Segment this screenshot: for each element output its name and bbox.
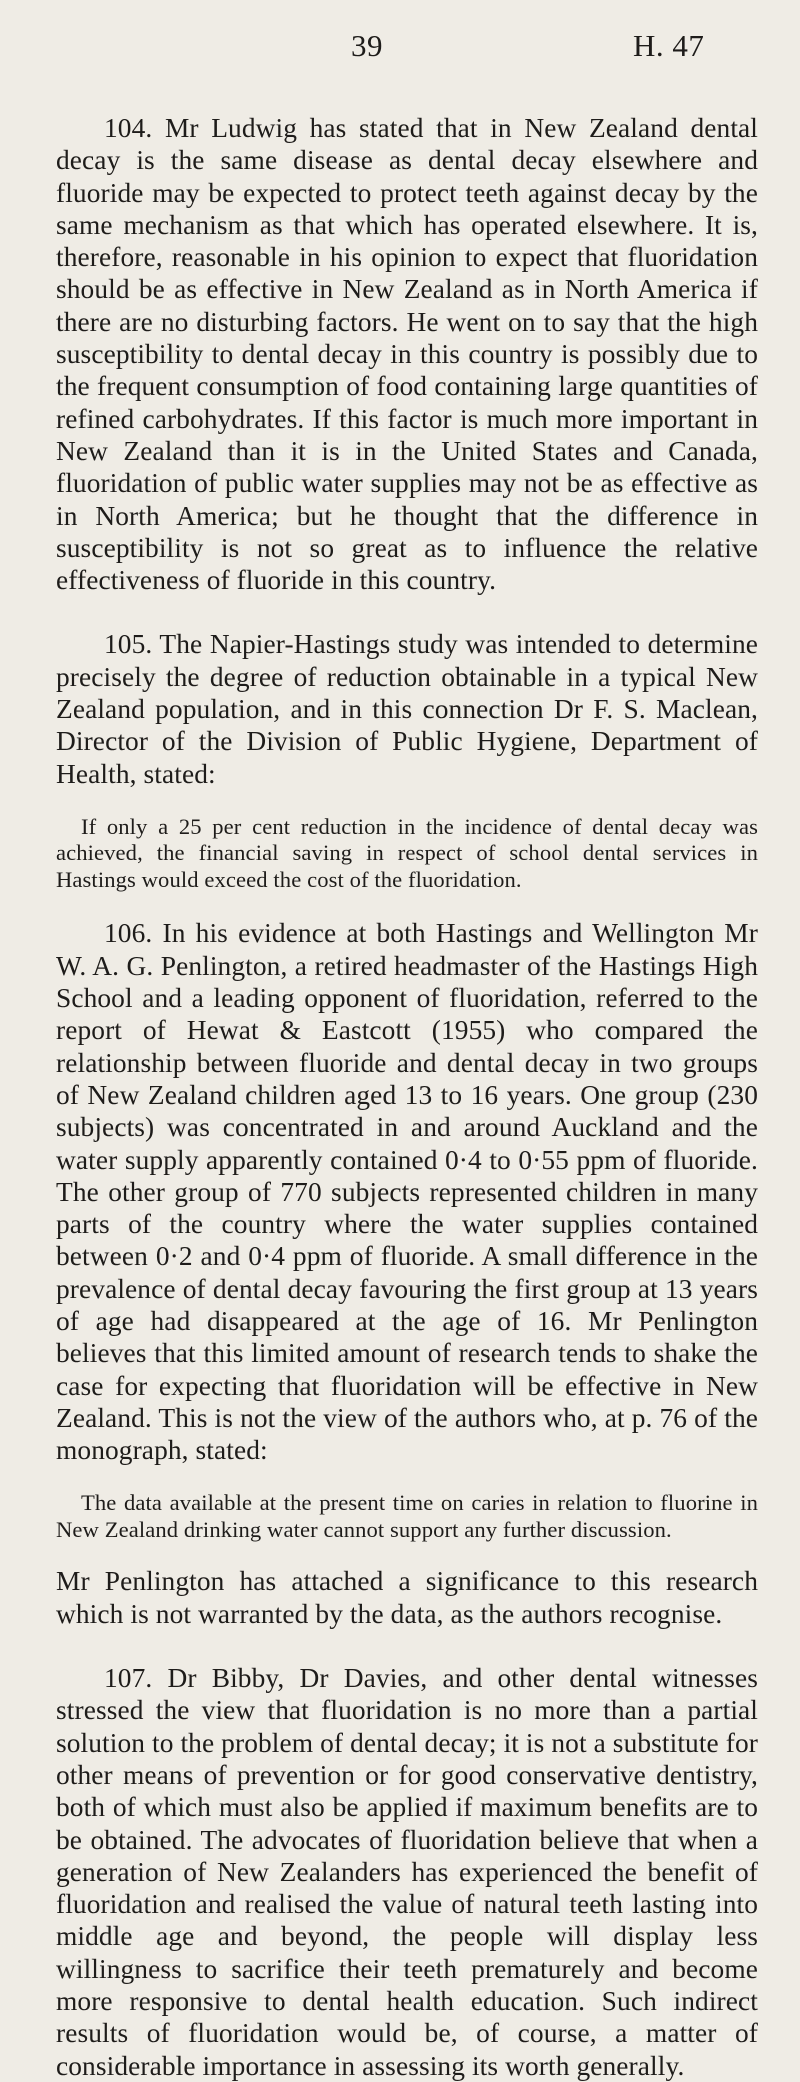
paragraph-penlington-comment: Mr Penlington has attached a significance to this research which is not warranted by the data, as the authors recognise. (56, 1566, 758, 1629)
body-text (56, 112, 758, 2082)
quotation-monograph: The data available at the present time on caries in relation to fluorine in New Zealand drinking water cannot support any further discussion. (56, 1490, 758, 1542)
page-header (0, 20, 800, 66)
page-number: 39 (351, 28, 383, 63)
paragraph-106: 106. In his evidence at both Hastings and Wellington Mr W. A. G. Penlington, a retired headmaster of the Hastings High School and a leading opponent of fluoridation, referred to the report of Hewat & Eastcott (1955) who compared the relationship between fluoride and dental decay in two groups of New Zealand children aged 13 to 16 years. One group (230 subjects) was concentrated in and around Auckland and the water supply apparently contained 0·4 to 0·55 ppm of fluoride. The other group of 770 subjects represented children in many parts of the country where the water supplies contained between 0·2 and 0·4 ppm of fluoride. A small difference in the prevalence of dental decay favouring the first group at 13 years of age had disappeared at the age of 16. Mr Penlington believes that this limited amount of research tends to shake the case for expecting that fluoridation will be effective in New Zealand. This is not the view of the authors who, at p. 76 of the monograph, stated: (56, 918, 758, 1466)
document-reference: H. 47 (633, 28, 705, 63)
paragraph-104: 104. Mr Ludwig has stated that in New Zealand dental decay is the same disease as dental decay elsewhere and fluoride may be expected to protect teeth against decay by the same mechanism as that which has operated elsewhere. It is, therefore, reasonable in his opinion to expect that fluoridation should be as effective in New Zealand as in North America if there are no disturbing factors. He went on to say that the high susceptibility to dental decay in this country is possibly due to the frequent consumption of food containing large quantities of refined carbohydrates. If this factor is much more important in New Zealand than it is in the United States and Canada, fluoridation of public water supplies may not be as effective as in North America; but he thought that the difference in susceptibility is not so great as to influence the relative effectiveness of fluoride in this country. (56, 113, 758, 596)
quotation-maclean: If only a 25 per cent reduction in the incidence of dental decay was achieved, the financial saving in respect of school dental services in Hastings would exceed the cost of the fluoridation. (56, 813, 758, 892)
paragraph-105: 105. The Napier-Hastings study was intended to determine precisely the degree of reduction obtainable in a typical New Zealand population, and in this connection Dr F. S. Maclean, Director of the Division of Public Hygiene, Department of Health, stated: (56, 629, 758, 789)
paragraph-107: 107. Dr Bibby, Dr Davies, and other dental witnesses stressed the view that fluoridation is no more than a partial solution to the problem of dental decay; it is not a substitute for other means of prevention or for good conservative dentistry, both of which must also be applied if maximum benefits are to be obtained. The advocates of fluoridation believe that when a generation of New Zealanders has experienced the benefit of fluoridation and realised the value of natural teeth lasting into middle age and beyond, the people will display less willingness to sacrifice their teeth prematurely and become more responsive to dental health education. Such indirect results of fluoridation would be, of course, a matter of considerable importance in assessing its worth generally. (56, 1663, 758, 2081)
